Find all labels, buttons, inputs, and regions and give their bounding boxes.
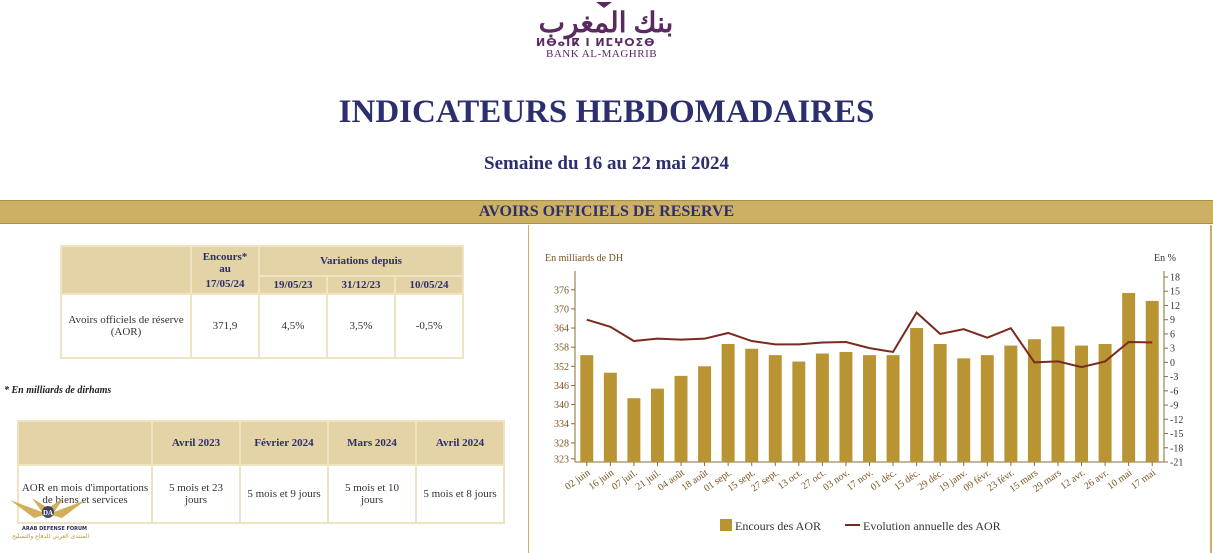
import-months-value: 5 mois et 8 jours (417, 466, 503, 522)
month-header: Février 2024 (241, 422, 327, 464)
right-axis-tick-label: -12 (1170, 414, 1184, 426)
chart-left-unit-label: En milliards de DH (545, 253, 624, 264)
x-axis-tick-label: 15 mars (1007, 467, 1041, 495)
chart-bar (981, 355, 994, 462)
table-corner-cell (62, 247, 190, 293)
legend-bar-swatch (720, 519, 732, 531)
right-axis-tick-label: 15 (1170, 286, 1180, 298)
variation-date-header: 31/12/23 (328, 277, 394, 293)
import-months-value: 5 mois et 9 jours (241, 466, 327, 522)
x-axis-tick-label: 02 juin (563, 467, 593, 493)
month-header: Avril 2023 (153, 422, 239, 464)
left-axis-tick-label: 364 (554, 323, 569, 335)
x-axis-tick-label: 27 sept. (749, 467, 781, 495)
logo-arabic-text: بنك المغرب (538, 8, 674, 39)
chart-bar (1146, 301, 1159, 462)
x-axis-tick-label: 10 mai (1105, 467, 1135, 493)
right-axis-tick-label: -15 (1170, 429, 1184, 441)
chart-bar (1075, 346, 1088, 462)
right-axis-tick-label: 9 (1170, 315, 1175, 327)
logo-latin-text: BANK AL-MAGHRIB (546, 48, 658, 60)
chart-bar (792, 362, 805, 462)
x-axis-tick-label: 29 déc. (915, 467, 946, 494)
x-axis-tick-label: 01 déc. (868, 467, 899, 494)
aor-variation-value: 3,5% (328, 295, 394, 357)
bank-logo (506, 2, 706, 62)
chart-bar (1122, 293, 1135, 462)
left-axis-tick-label: 358 (554, 342, 569, 354)
aor-encours-value: 371,9 (192, 295, 258, 357)
aor-summary-table (60, 245, 464, 359)
x-axis-tick-label: 29 mars (1031, 467, 1064, 495)
svg-text:DA: DA (42, 509, 54, 517)
left-axis-tick-label: 370 (554, 304, 569, 316)
chart-bar (957, 358, 970, 462)
chart-bar (816, 354, 829, 462)
x-axis-tick-label: 18 août (679, 467, 711, 494)
left-axis-tick-label: 340 (554, 400, 569, 412)
right-axis-tick-label: -9 (1170, 400, 1179, 412)
left-axis-tick-label: 334 (554, 419, 569, 431)
import-months-value: 5 mois et 10 jours (329, 466, 415, 522)
chart-bar (934, 344, 947, 462)
chart-bar (698, 366, 711, 462)
right-axis-tick-label: -3 (1170, 372, 1179, 384)
variations-header: Variations depuis (260, 247, 462, 275)
encours-header-line2: au (219, 262, 231, 275)
x-axis-tick-label: 15 sept. (725, 467, 758, 495)
month-header: Mars 2024 (329, 422, 415, 464)
left-axis-tick-label: 376 (554, 285, 569, 297)
x-axis-tick-label: 04 août (656, 467, 687, 494)
right-axis-tick-label: -6 (1170, 386, 1179, 398)
chart-right-axis (1164, 271, 1183, 469)
aor-variation-value: -0,5% (396, 295, 462, 357)
right-axis-tick-label: 18 (1170, 272, 1180, 284)
chart-bar (651, 389, 664, 462)
x-axis-tick-label: 09 févr. (961, 467, 994, 494)
legend-bar-label: Encours des AOR (735, 519, 821, 533)
watermark-text-arabic: المنتدى العربي للدفاع والتسليح (12, 533, 89, 540)
watermark-text-latin: ARAB DEFENSE FORUM (22, 526, 88, 532)
right-axis-tick-label: 12 (1170, 300, 1180, 312)
x-axis-tick-label: 16 juin (586, 467, 617, 493)
chart-bars (580, 293, 1158, 466)
page-subtitle: Semaine du 16 au 22 mai 2024 (484, 153, 729, 174)
x-axis-tick-label: 21 juil. (633, 467, 664, 493)
chart-x-labels (563, 467, 1158, 494)
chart-bar (769, 355, 782, 462)
x-axis-tick-label: 03 nov. (821, 467, 852, 494)
x-axis-tick-label: 01 sept. (702, 467, 734, 495)
footnote: * En milliards de dirhams (4, 385, 112, 396)
x-axis-tick-label: 27 oct. (799, 467, 829, 493)
right-axis-tick-label: -21 (1170, 457, 1184, 469)
x-axis-tick-label: 07 juil. (610, 467, 640, 493)
x-axis-tick-label: 23 févr. (985, 467, 1017, 494)
section-title-bar: AVOIRS OFFICIELS DE RESERVE (0, 200, 1213, 224)
chart-bar (839, 352, 852, 462)
left-axis-tick-label: 323 (554, 454, 569, 466)
chart-bar (745, 349, 758, 462)
chart-bar (627, 398, 640, 462)
aor-variation-value: 4,5% (260, 295, 326, 357)
import-months-row-label: AOR en mois d'importations de biens et services (19, 466, 151, 522)
x-axis-tick-label: 12 avr. (1058, 467, 1088, 493)
watermark-eagle-icon (2, 492, 94, 526)
import-months-value: 5 mois et 23 jours (153, 466, 239, 522)
variation-date-header: 19/05/23 (260, 277, 326, 293)
page-title: INDICATEURS HEBDOMADAIRES (338, 94, 875, 130)
chart-left-axis (554, 271, 1164, 465)
legend-line-label: Evolution annuelle des AOR (863, 519, 1001, 533)
x-axis-tick-label: 15 déc. (892, 467, 923, 494)
x-axis-tick-label: 17 nov. (844, 467, 876, 494)
month-header: Avril 2024 (417, 422, 503, 464)
watermark (2, 492, 94, 552)
x-axis-tick-label: 26 avr. (1082, 467, 1111, 493)
x-axis-tick-label: 13 oct. (775, 467, 805, 493)
chart-bar (910, 328, 923, 462)
logo-tifinagh-text: ⵍⴱⴰⵏⴽ ⵏ ⵍⵎⵖⵔⵉⴱ (536, 36, 656, 49)
right-axis-tick-label: 3 (1170, 343, 1175, 355)
chart-bar (580, 355, 593, 462)
right-axis-tick-label: 0 (1170, 357, 1175, 369)
aor-chart (531, 225, 1213, 553)
chart-bar (604, 373, 617, 462)
chart-bar (863, 355, 876, 462)
encours-header (192, 247, 258, 293)
chart-bar (722, 344, 735, 462)
chart-bar (1004, 346, 1017, 462)
chart-right-unit-label: En % (1154, 253, 1176, 264)
encours-header-date: 17/05/24 (205, 277, 245, 290)
chart-bar (887, 355, 900, 462)
left-axis-tick-label: 328 (554, 438, 569, 450)
chart-legend (720, 519, 1001, 533)
right-axis-tick-label: -18 (1170, 443, 1184, 455)
aor-row-label: Avoirs officiels de réserve (AOR) (62, 295, 190, 357)
x-axis-tick-label: 17 mai (1129, 467, 1158, 493)
chart-bar (1052, 326, 1065, 462)
chart-bar (1028, 339, 1041, 462)
variation-date-header: 10/05/24 (396, 277, 462, 293)
chart-bar (675, 376, 688, 462)
right-axis-tick-label: 6 (1170, 329, 1175, 341)
table-corner-cell (19, 422, 151, 464)
x-axis-tick-label: 19 janv. (937, 467, 970, 495)
left-axis-tick-label: 346 (554, 380, 569, 392)
encours-header-line1: Encours* (202, 250, 248, 263)
left-axis-tick-label: 352 (554, 361, 569, 373)
